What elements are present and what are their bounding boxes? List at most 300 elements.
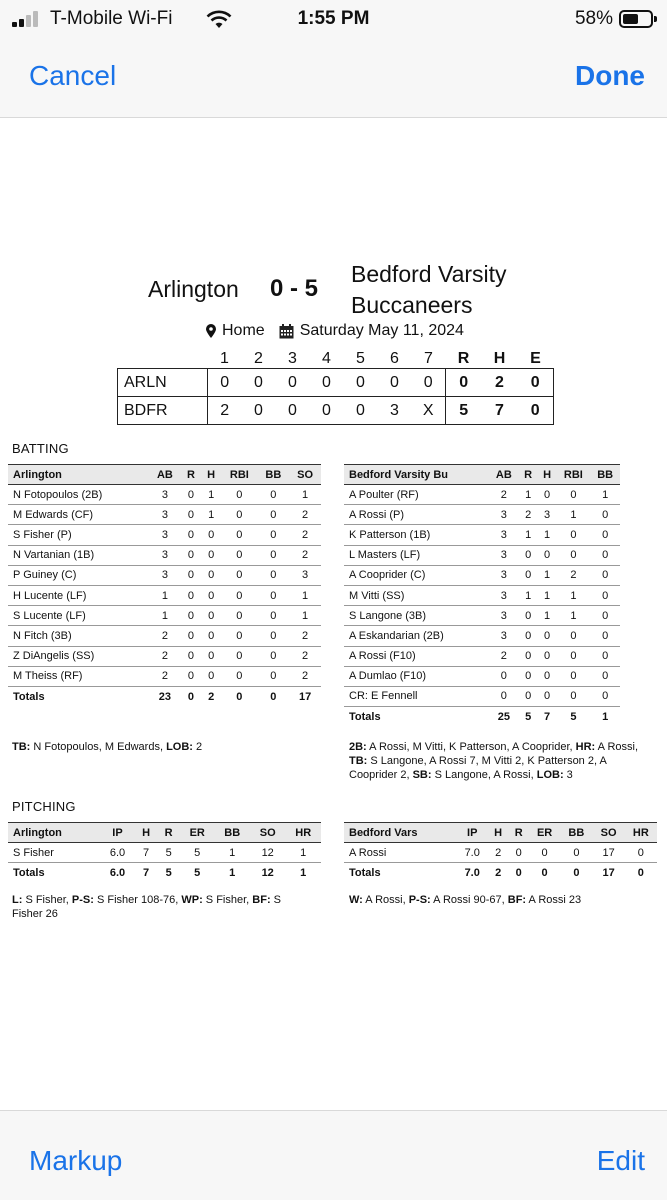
stat-cell: 3 xyxy=(149,485,181,505)
stat-cell: 0 xyxy=(181,565,201,585)
player-name: M Vitti (SS) xyxy=(344,585,489,605)
stat-cell: 0 xyxy=(221,545,257,565)
total-cell: 5 xyxy=(194,867,201,880)
stat-cell: 0 xyxy=(519,646,538,666)
away-pitching-notes xyxy=(12,893,312,921)
stat-cell: 0 xyxy=(257,505,289,525)
total-cell: 12 xyxy=(261,867,274,880)
note-text: 3 xyxy=(563,769,573,781)
stat-cell: 3 xyxy=(489,565,519,585)
stat-cell: 0 xyxy=(590,565,620,585)
stat-cell: 2 xyxy=(289,666,321,686)
totals-label: Totals xyxy=(349,867,381,880)
stat-cell: 3 xyxy=(149,565,181,585)
stat-cell: 2 xyxy=(289,626,321,646)
stat-cell: 0 xyxy=(538,626,557,646)
table-team-header: Arlington xyxy=(8,823,100,843)
stat-column-header: H xyxy=(488,823,509,843)
note-text: S Fisher, xyxy=(202,894,253,906)
note-label: P-S: xyxy=(408,894,431,906)
stat-cell: 0 xyxy=(257,585,289,605)
stat-cell: 0 xyxy=(221,485,257,505)
stat-column-header: H xyxy=(538,465,557,485)
table-row xyxy=(8,565,321,585)
linescore-cell: 0 xyxy=(254,373,263,391)
linescore-cell: 0 xyxy=(356,401,365,419)
player-name: A Cooprider (C) xyxy=(344,565,489,585)
total-cell: 23 xyxy=(158,690,172,703)
total-cell: 5 xyxy=(165,867,172,880)
total-cell: 2 xyxy=(495,867,502,880)
linescore-runs: 5 xyxy=(446,397,482,425)
stat-cell: 1 xyxy=(538,606,557,626)
player-name: L Masters (LF) xyxy=(344,545,489,565)
table-row xyxy=(344,606,620,626)
linescore-cell: 0 xyxy=(208,369,242,397)
total-cell: 25 xyxy=(497,710,510,723)
note-label: BF: xyxy=(507,894,527,906)
player-name: M Edwards (CF) xyxy=(8,505,149,525)
stat-cell: 0 xyxy=(201,565,221,585)
stat-cell: 1 xyxy=(538,525,557,545)
inning-header: 2 xyxy=(254,350,263,367)
stat-cell: 0 xyxy=(590,505,620,525)
stat-column-header: SO xyxy=(592,823,624,843)
final-score: 0 - 5 xyxy=(270,275,319,302)
home-pitching-notes xyxy=(349,893,649,907)
player-name: A Rossi xyxy=(344,843,457,863)
total-cell: 6.0 xyxy=(109,867,126,880)
table-row xyxy=(344,505,620,525)
table-row xyxy=(8,666,321,686)
note-text: N Fotopoulos, M Edwards, xyxy=(30,741,167,753)
table-row xyxy=(344,843,657,863)
note-text: A Rossi 90-67, xyxy=(430,894,508,906)
stat-cell: 1 xyxy=(519,525,538,545)
linescore-cell: 0 xyxy=(390,373,399,391)
away-batting-table xyxy=(8,464,321,707)
location-pin-icon xyxy=(206,324,216,338)
stat-cell: 0 xyxy=(221,505,257,525)
total-cell: 0 xyxy=(270,690,277,703)
total-cell: 1 xyxy=(229,867,236,880)
player-name: A Poulter (RF) xyxy=(344,485,489,505)
stat-cell: 0 xyxy=(257,565,289,585)
home-batting-notes xyxy=(349,740,649,782)
stat-cell: 3 xyxy=(489,545,519,565)
stat-cell: 0 xyxy=(221,606,257,626)
totals-row xyxy=(344,863,657,883)
linescore-cell: 0 xyxy=(322,373,331,391)
stat-cell: 0 xyxy=(201,545,221,565)
stat-column-header: BB xyxy=(590,465,620,485)
table-team-header: Bedford Vars xyxy=(344,823,457,843)
totals-row xyxy=(8,686,321,706)
stat-column-header: AB xyxy=(149,465,181,485)
stat-cell: 0 xyxy=(538,545,557,565)
stat-cell: 1 xyxy=(557,505,591,525)
note-label: BF: xyxy=(252,894,271,906)
stat-cell: 0 xyxy=(557,626,591,646)
total-cell: 0 xyxy=(573,867,580,880)
player-name: N Fotopoulos (2B) xyxy=(8,485,149,505)
note-text: A Rossi 23 xyxy=(526,894,582,906)
stat-cell: 0 xyxy=(181,545,201,565)
stat-cell: 0 xyxy=(590,686,620,706)
stat-cell: 5 xyxy=(180,843,215,863)
stat-cell: 3 xyxy=(149,525,181,545)
calendar-icon xyxy=(279,324,294,339)
stat-cell: 0 xyxy=(590,646,620,666)
totals-row xyxy=(344,707,620,727)
stat-column-header: HR xyxy=(625,823,657,843)
stat-cell: 0 xyxy=(201,606,221,626)
stat-cell: 0 xyxy=(557,666,591,686)
stat-column-header: BB xyxy=(560,823,592,843)
stat-cell: 0 xyxy=(590,585,620,605)
stat-cell: 2 xyxy=(489,646,519,666)
stat-cell: 0 xyxy=(201,646,221,666)
player-name: S Langone (3B) xyxy=(344,606,489,626)
stat-cell: 0 xyxy=(538,666,557,686)
stat-cell: 1 xyxy=(149,606,181,626)
stat-cell: 0 xyxy=(201,666,221,686)
stat-cell: 0 xyxy=(201,525,221,545)
player-name: A Eskandarian (2B) xyxy=(344,626,489,646)
stat-cell: 1 xyxy=(557,606,591,626)
stat-cell: 0 xyxy=(557,686,591,706)
table-row xyxy=(344,686,620,706)
stat-cell: 0 xyxy=(590,525,620,545)
stat-column-header: RBI xyxy=(221,465,257,485)
note-text: A Rossi, xyxy=(595,741,638,753)
note-label: 2B: xyxy=(349,741,367,753)
linescore-hits: 7 xyxy=(495,401,504,419)
stat-cell: 0 xyxy=(489,666,519,686)
total-cell: 0 xyxy=(637,867,644,880)
stat-cell: 0 xyxy=(181,585,201,605)
stat-cell: 0 xyxy=(221,585,257,605)
stat-cell: 0 xyxy=(625,843,657,863)
stat-cell: 0 xyxy=(590,606,620,626)
game-meta xyxy=(206,322,464,340)
linescore-row xyxy=(118,397,554,425)
linescore-team: ARLN xyxy=(118,369,208,397)
linescore-row xyxy=(118,369,554,397)
bottom-toolbar xyxy=(0,1110,667,1200)
stat-cell: 0 xyxy=(181,505,201,525)
stat-cell: 3 xyxy=(538,505,557,525)
note-text: S Langone, A Rossi, xyxy=(431,769,537,781)
note-label: TB: xyxy=(12,741,31,753)
player-name: N Vartanian (1B) xyxy=(8,545,149,565)
stat-cell: 3 xyxy=(489,626,519,646)
note-label: P-S: xyxy=(71,894,94,906)
player-name: S Fisher (P) xyxy=(8,525,149,545)
stat-cell: 0 xyxy=(201,626,221,646)
stat-cell: 0 xyxy=(590,626,620,646)
carrier-label: T-Mobile Wi-Fi xyxy=(50,8,173,29)
stat-column-header: ER xyxy=(529,823,560,843)
stat-cell: 2 xyxy=(289,525,321,545)
total-cell: 7 xyxy=(543,710,551,723)
stat-column-header: R xyxy=(157,823,180,843)
stat-cell: 0 xyxy=(508,843,529,863)
stat-cell: 3 xyxy=(289,565,321,585)
note-label: TB: xyxy=(349,755,368,767)
total-cell: 7.0 xyxy=(464,867,480,880)
top-navigation-bar xyxy=(0,0,667,118)
battery-percentage: 58% xyxy=(574,8,613,29)
player-name: CR: E Fennell xyxy=(344,686,489,706)
note-text: S Fisher 26 xyxy=(12,894,282,920)
stat-cell: 0 xyxy=(221,626,257,646)
linescore-cell: 0 xyxy=(356,373,365,391)
status-bar xyxy=(0,0,667,38)
note-label: WP: xyxy=(181,894,203,906)
linescore-cell: 0 xyxy=(322,401,331,419)
markup-button[interactable]: Markup xyxy=(29,1145,123,1176)
stat-cell: 0 xyxy=(257,525,289,545)
note-label: L: xyxy=(12,894,23,906)
totals-row xyxy=(8,863,321,883)
runs-header: R xyxy=(457,350,470,367)
table-row xyxy=(8,606,321,626)
inning-header: 1 xyxy=(220,350,229,367)
away-batting-notes xyxy=(12,740,312,754)
stat-cell: 2 xyxy=(489,485,519,505)
stat-cell: 1 xyxy=(201,505,221,525)
table-row xyxy=(344,626,620,646)
stat-cell: 0 xyxy=(557,545,591,565)
note-label: HR: xyxy=(575,741,596,753)
stat-cell: 0 xyxy=(257,545,289,565)
linescore-team: BDFR xyxy=(118,397,208,425)
stat-cell: 0 xyxy=(181,485,201,505)
stat-cell: 1 xyxy=(289,585,321,605)
linescore-cell: 0 xyxy=(423,373,433,391)
stat-cell: 0 xyxy=(201,585,221,605)
stat-cell: 1 xyxy=(289,606,321,626)
stat-cell: 2 xyxy=(519,505,538,525)
edit-button[interactable]: Edit xyxy=(596,1145,645,1176)
stat-column-header: RBI xyxy=(557,465,591,485)
table-row xyxy=(344,646,620,666)
stat-column-header: BB xyxy=(214,823,249,843)
stat-column-header: SO xyxy=(289,465,321,485)
stat-column-header: H xyxy=(201,465,221,485)
stat-cell: 7 xyxy=(135,843,158,863)
linescore-errors: 0 xyxy=(518,397,554,425)
stat-cell: 1 xyxy=(519,485,538,505)
stat-cell: 0 xyxy=(538,646,557,666)
stat-cell: 0 xyxy=(557,525,591,545)
player-name: A Dumlao (F10) xyxy=(344,666,489,686)
player-name: M Theiss (RF) xyxy=(8,666,149,686)
game-location: Home xyxy=(222,322,265,339)
stat-cell: 1 xyxy=(557,585,591,605)
away-pitching-table xyxy=(8,822,321,883)
errors-header: E xyxy=(530,350,541,367)
table-row xyxy=(8,485,321,505)
note-text: S Fisher 108-76, xyxy=(93,894,182,906)
stat-cell: 0 xyxy=(181,525,201,545)
note-text: 2 xyxy=(192,741,203,753)
stat-cell: 3 xyxy=(489,585,519,605)
inning-header: 7 xyxy=(424,350,433,367)
stat-column-header: BB xyxy=(257,465,289,485)
stat-cell: 3 xyxy=(489,606,519,626)
player-name: Z DiAngelis (SS) xyxy=(8,646,149,666)
stat-cell: 0 xyxy=(489,686,519,706)
linescore-cell: 2 xyxy=(208,397,242,425)
stat-column-header: H xyxy=(135,823,158,843)
clock: 1:55 PM xyxy=(297,8,370,29)
stat-column-header: HR xyxy=(285,823,321,843)
note-text: A Rossi, xyxy=(362,894,409,906)
stat-cell: 0 xyxy=(560,843,592,863)
total-cell: 5 xyxy=(570,710,577,723)
stat-cell: 1 xyxy=(538,565,557,585)
total-cell: 0 xyxy=(187,690,194,703)
stat-cell: 0 xyxy=(519,666,538,686)
note-text: S Langone, A Rossi 7, M Vitti 2, K Patterson 2, A Cooprider 2, xyxy=(349,755,607,781)
linescore-cell: 3 xyxy=(390,401,399,419)
totals-label: Totals xyxy=(13,690,45,703)
stat-cell: 0 xyxy=(221,525,257,545)
linescore-runs: 0 xyxy=(446,369,482,397)
stat-cell: 0 xyxy=(519,545,538,565)
stat-cell: 5 xyxy=(157,843,180,863)
linescore-cell: X xyxy=(422,401,434,419)
battery-icon xyxy=(619,10,653,28)
linescore-cell: 0 xyxy=(288,401,297,419)
totals-label: Totals xyxy=(349,710,381,723)
stat-column-header: ER xyxy=(180,823,215,843)
stat-cell: 7.0 xyxy=(457,843,488,863)
pitching-heading: PITCHING xyxy=(12,799,76,814)
done-button[interactable]: Done xyxy=(575,60,645,91)
note-label: SB: xyxy=(412,769,432,781)
stat-cell: 0 xyxy=(557,646,591,666)
cancel-button[interactable]: Cancel xyxy=(29,60,117,91)
stat-cell: 2 xyxy=(149,666,181,686)
stat-cell: 0 xyxy=(221,646,257,666)
stat-cell: 0 xyxy=(590,666,620,686)
stat-cell: 0 xyxy=(529,843,560,863)
note-text: S Fisher, xyxy=(22,894,72,906)
stat-column-header: R xyxy=(508,823,529,843)
stat-cell: 1 xyxy=(519,585,538,605)
inning-header: 3 xyxy=(288,350,297,367)
table-team-header: Bedford Varsity Bu xyxy=(344,465,489,485)
stat-cell: 0 xyxy=(221,666,257,686)
stat-cell: 1 xyxy=(285,843,321,863)
table-row xyxy=(344,545,620,565)
table-row xyxy=(344,666,620,686)
stat-cell: 3 xyxy=(149,505,181,525)
batting-heading: BATTING xyxy=(12,441,69,456)
stat-column-header: AB xyxy=(489,465,519,485)
stat-cell: 0 xyxy=(181,606,201,626)
hits-header: H xyxy=(493,350,506,367)
home-team-name: Bedford Varsity Buccaneers xyxy=(351,261,507,318)
player-name: H Lucente (LF) xyxy=(8,585,149,605)
table-row xyxy=(8,505,321,525)
stat-column-header: IP xyxy=(100,823,135,843)
stat-cell: 2 xyxy=(289,505,321,525)
stat-cell: 0 xyxy=(590,545,620,565)
away-team-name: Arlington xyxy=(148,276,239,302)
stat-column-header: R xyxy=(181,465,201,485)
table-row xyxy=(8,646,321,666)
table-row xyxy=(8,585,321,605)
table-row xyxy=(344,485,620,505)
stat-cell: 3 xyxy=(149,545,181,565)
stat-cell: 0 xyxy=(181,626,201,646)
stat-cell: 0 xyxy=(221,565,257,585)
player-name: S Lucente (LF) xyxy=(8,606,149,626)
player-name: S Fisher xyxy=(8,843,100,863)
table-row xyxy=(8,525,321,545)
inning-header: 6 xyxy=(390,350,399,367)
stat-cell: 2 xyxy=(149,646,181,666)
stat-column-header: SO xyxy=(250,823,286,843)
table-row xyxy=(344,585,620,605)
stat-cell: 0 xyxy=(538,686,557,706)
stat-cell: 1 xyxy=(538,585,557,605)
total-cell: 0 xyxy=(515,867,522,880)
totals-label: Totals xyxy=(13,867,45,880)
table-row xyxy=(8,545,321,565)
player-name: P Guiney (C) xyxy=(8,565,149,585)
stat-cell: 3 xyxy=(489,505,519,525)
total-cell: 2 xyxy=(208,690,215,703)
stat-cell: 1 xyxy=(201,485,221,505)
linescore-hits: 2 xyxy=(495,373,504,391)
stat-cell: 0 xyxy=(519,626,538,646)
stat-column-header: IP xyxy=(457,823,488,843)
total-cell: 7 xyxy=(142,867,150,880)
note-label: LOB: xyxy=(166,741,193,753)
stat-cell: 12 xyxy=(250,843,286,863)
inning-header: 4 xyxy=(322,350,331,367)
stat-cell: 0 xyxy=(519,686,538,706)
total-cell: 1 xyxy=(300,867,307,880)
linescore-cell: 0 xyxy=(254,401,263,419)
linescore-cell: 0 xyxy=(288,373,297,391)
game-date: Saturday May 11, 2024 xyxy=(299,322,464,339)
table-row xyxy=(344,565,620,585)
home-batting-table xyxy=(344,464,620,727)
total-cell: 5 xyxy=(525,710,532,723)
note-label: LOB: xyxy=(536,769,564,781)
linescore-table xyxy=(117,350,554,425)
player-name: N Fitch (3B) xyxy=(8,626,149,646)
player-name: K Patterson (1B) xyxy=(344,525,489,545)
stat-cell: 2 xyxy=(289,646,321,666)
stat-column-header: R xyxy=(519,465,538,485)
stat-cell: 1 xyxy=(149,585,181,605)
table-team-header: Arlington xyxy=(8,465,149,485)
stat-cell: 0 xyxy=(557,485,591,505)
total-cell: 17 xyxy=(298,690,312,703)
total-cell: 1 xyxy=(602,710,609,723)
stat-cell: 17 xyxy=(592,843,624,863)
home-pitching-table xyxy=(344,822,657,883)
stat-cell: 0 xyxy=(538,485,557,505)
player-name: A Rossi (F10) xyxy=(344,646,489,666)
